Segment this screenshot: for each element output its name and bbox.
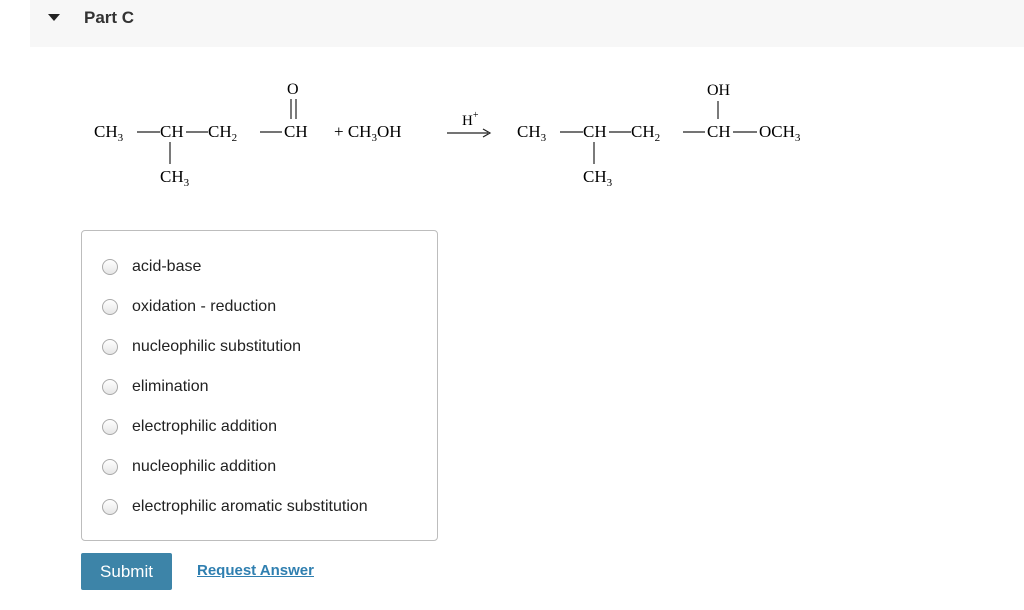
product-c1: CH [517,122,541,141]
choice-label: nucleophilic addition [132,458,277,475]
svg-text:CH3 [517,122,547,144]
svg-text:OCH3 [759,122,801,144]
product-och: OCH [759,122,795,141]
choice-label: nucleophilic substitution [132,338,301,355]
catalyst-sup: + [472,110,479,121]
radio-button[interactable] [102,259,118,275]
choice-electrophilic-addition[interactable] [102,416,277,438]
radio-button[interactable] [102,379,118,395]
reagent-sub: 3 [371,132,377,144]
choice-acid-base[interactable] [102,256,201,278]
product-c4: CH [707,122,731,141]
svg-text:CH3 [160,167,190,189]
catalyst: H [462,113,473,129]
reactant-c3-sub: 2 [231,132,238,144]
reagent-tail: OH [376,122,402,141]
reaction-equation [0,0,1024,230]
product-och-sub: 3 [794,132,801,144]
product-branch: CH [583,167,607,186]
radio-button[interactable] [102,459,118,475]
svg-text:CH3 [94,122,124,144]
answer-choices [81,230,438,541]
choice-label: electrophilic aromatic substitution [132,498,368,515]
svg-text:CH2 [631,122,660,144]
svg-text:CH2 [208,122,237,144]
radio-button[interactable] [102,299,118,315]
svg-text:CH3 [583,167,613,189]
reactant-branch: CH [160,167,184,186]
product-branch-sub: 3 [606,177,613,189]
product [517,82,801,189]
product-hydroxyl: OH [707,82,731,99]
choice-label: oxidation - reduction [132,298,277,315]
reactant-c3: CH [208,122,232,141]
product-c1-sub: 3 [540,132,547,144]
radio-button[interactable] [102,419,118,435]
reactant-c2: CH [160,122,184,141]
part-title: Part C [84,8,135,27]
reactant-c4: CH [284,122,308,141]
product-c3-sub: 2 [654,132,661,144]
choice-elimination[interactable] [102,376,208,398]
carbonyl-oxygen: O [287,81,299,98]
radio-button[interactable] [102,339,118,355]
reagent-main: + CH [334,122,372,141]
choice-nucleophilic-substitution[interactable] [102,336,301,358]
submit-button[interactable]: Submit [81,553,172,590]
choice-label: acid-base [132,258,202,275]
choice-electrophilic-aromatic-substitution[interactable] [102,496,368,518]
reactant-c1: CH [94,122,118,141]
radio-button[interactable] [102,499,118,515]
choice-oxidation-reduction[interactable] [102,296,276,318]
reactant-branch-sub: 3 [183,177,190,189]
reactant-c1-sub: 3 [117,132,124,144]
product-c3: CH [631,122,655,141]
request-answer-link[interactable]: Request Answer [197,562,314,579]
product-c2: CH [583,122,607,141]
reactant [94,81,308,189]
choice-label: electrophilic addition [132,418,277,435]
svg-text:H+ [462,110,479,129]
reaction-arrow [447,110,490,137]
reagent [334,122,402,144]
choice-label: elimination [132,378,209,395]
choice-nucleophilic-addition[interactable] [102,456,276,478]
